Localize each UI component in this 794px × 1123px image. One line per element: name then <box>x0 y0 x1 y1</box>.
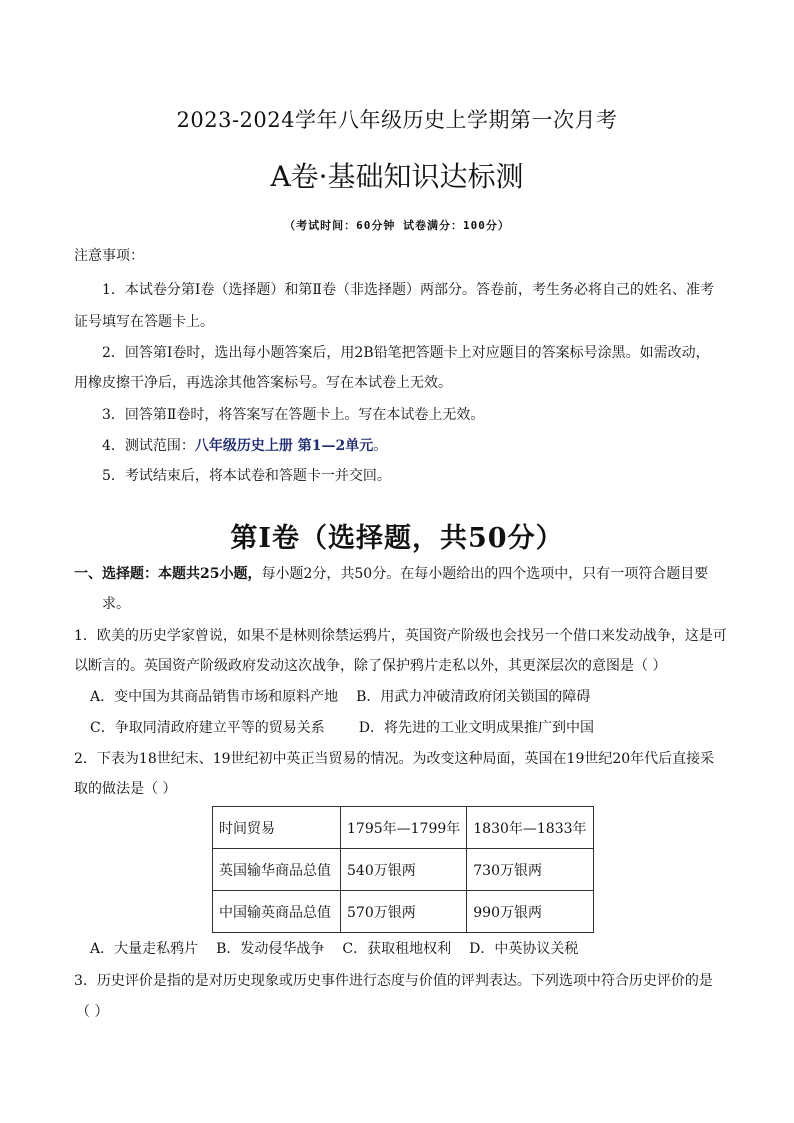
question-3-line-1: 3．历史评价是指的是对历史现象或历史事件进行态度与价值的评判表达。下列选项中符合历史评价的是 <box>74 973 713 989</box>
question-1-option-d: D．将先进的工业文明成果推广到中国 <box>358 720 594 736</box>
table-cell: 990万银两 <box>467 891 593 933</box>
exam-info: （考试时间：60分钟 试卷满分：100分） <box>284 219 510 232</box>
question-2-line-2: 取的做法是（ ） <box>74 781 177 797</box>
question-1-options-row-1 <box>90 687 590 707</box>
question-1-options-row-2 <box>90 718 594 738</box>
question-1-line-1: 1．欧美的历史学家曾说，如果不是林则徐禁运鸦片，英国资产阶级也会找另一个借口来发动战争，这是可 <box>74 628 727 644</box>
table-cell: 730万银两 <box>467 849 593 891</box>
question-2-option-b: B．发动侵华战争 <box>216 941 325 957</box>
question-2-option-c: C．获取租地权利 <box>342 941 452 957</box>
table-cell: 中国输英商品总值 <box>213 891 341 933</box>
section-intro-line-2: 求。 <box>102 596 130 612</box>
notice-item-2-line-2: 用橡皮擦干净后，再选涂其他答案标号。写在本试卷上无效。 <box>74 375 452 391</box>
notice-item-1-line-2: 证号填写在答题卡上。 <box>74 314 214 330</box>
notice-item-4-prefix: 4．测试范围： <box>102 438 195 454</box>
exam-title: 2023-2024学年八年级历史上学期第一次月考 <box>176 108 618 132</box>
question-1-option-c: C．争取同清政府建立平等的贸易关系 <box>90 720 325 736</box>
table-header-cell: 1795年—1799年 <box>341 807 467 849</box>
table-row <box>213 891 594 933</box>
table-cell: 540万银两 <box>341 849 467 891</box>
table-header-cell: 时间贸易 <box>213 807 341 849</box>
table-cell: 570万银两 <box>341 891 467 933</box>
notice-item-1-line-1: 1．本试卷分第Ⅰ卷（选择题）和第Ⅱ卷（非选择题）两部分。答卷前，考生务必将自己的姓名、准考 <box>102 282 714 298</box>
question-2-option-a: A．大量走私鸦片 <box>90 941 199 957</box>
notice-item-3: 3．回答第Ⅱ卷时，将答案写在答题卡上。写在本试卷上无效。 <box>102 407 485 423</box>
table-row <box>213 849 594 891</box>
notice-item-5: 5．考试结束后，将本试卷和答题卡一并交回。 <box>102 468 391 484</box>
section-intro-rest: 每小题2分，共50分。在每小题给出的四个选项中，只有一项符合题目要 <box>261 566 709 582</box>
notice-item-2-line-1: 2．回答第Ⅰ卷时，选出每小题答案后，用2B铅笔把答题卡上对应题目的答案标号涂黑。如需改动， <box>102 345 710 361</box>
exam-subtitle: A卷·基础知识达标测 <box>270 160 524 193</box>
question-2-line-1: 2．下表为18世纪末、19世纪初中英正当贸易的情况。为改变这种局面，英国在19世纪20年代后直接采 <box>74 751 715 767</box>
question-3-line-2: （ ） <box>76 1004 109 1020</box>
notice-item-4 <box>102 436 387 456</box>
question-2-option-d: D．中英协议关税 <box>469 941 579 957</box>
table-header-cell: 1830年—1833年 <box>467 807 593 849</box>
section-intro-bold: 一、选择题：本题共25小题， <box>74 566 262 582</box>
trade-table <box>212 806 594 933</box>
table-cell: 英国输华商品总值 <box>213 849 341 891</box>
table-header-row <box>213 807 594 849</box>
notice-item-4-scope: 八年级历史上册 第1—2单元 <box>194 438 374 454</box>
question-1-line-2: 以断言的。英国资产阶级政府发动这次战争，除了保护鸦片走私以外，其更深层次的意图是（ ） <box>74 658 667 674</box>
section-title: 第Ⅰ卷（选择题，共50分） <box>230 523 564 554</box>
notice-item-4-suffix: 。 <box>373 438 388 454</box>
notice-heading: 注意事项： <box>74 248 144 264</box>
question-1-option-a: A．变中国为其商品销售市场和原料产地 <box>90 689 339 705</box>
question-1-option-b: B．用武力冲破清政府闭关锁国的障碍 <box>356 689 591 705</box>
question-2-options <box>90 939 578 959</box>
section-intro <box>74 564 708 584</box>
